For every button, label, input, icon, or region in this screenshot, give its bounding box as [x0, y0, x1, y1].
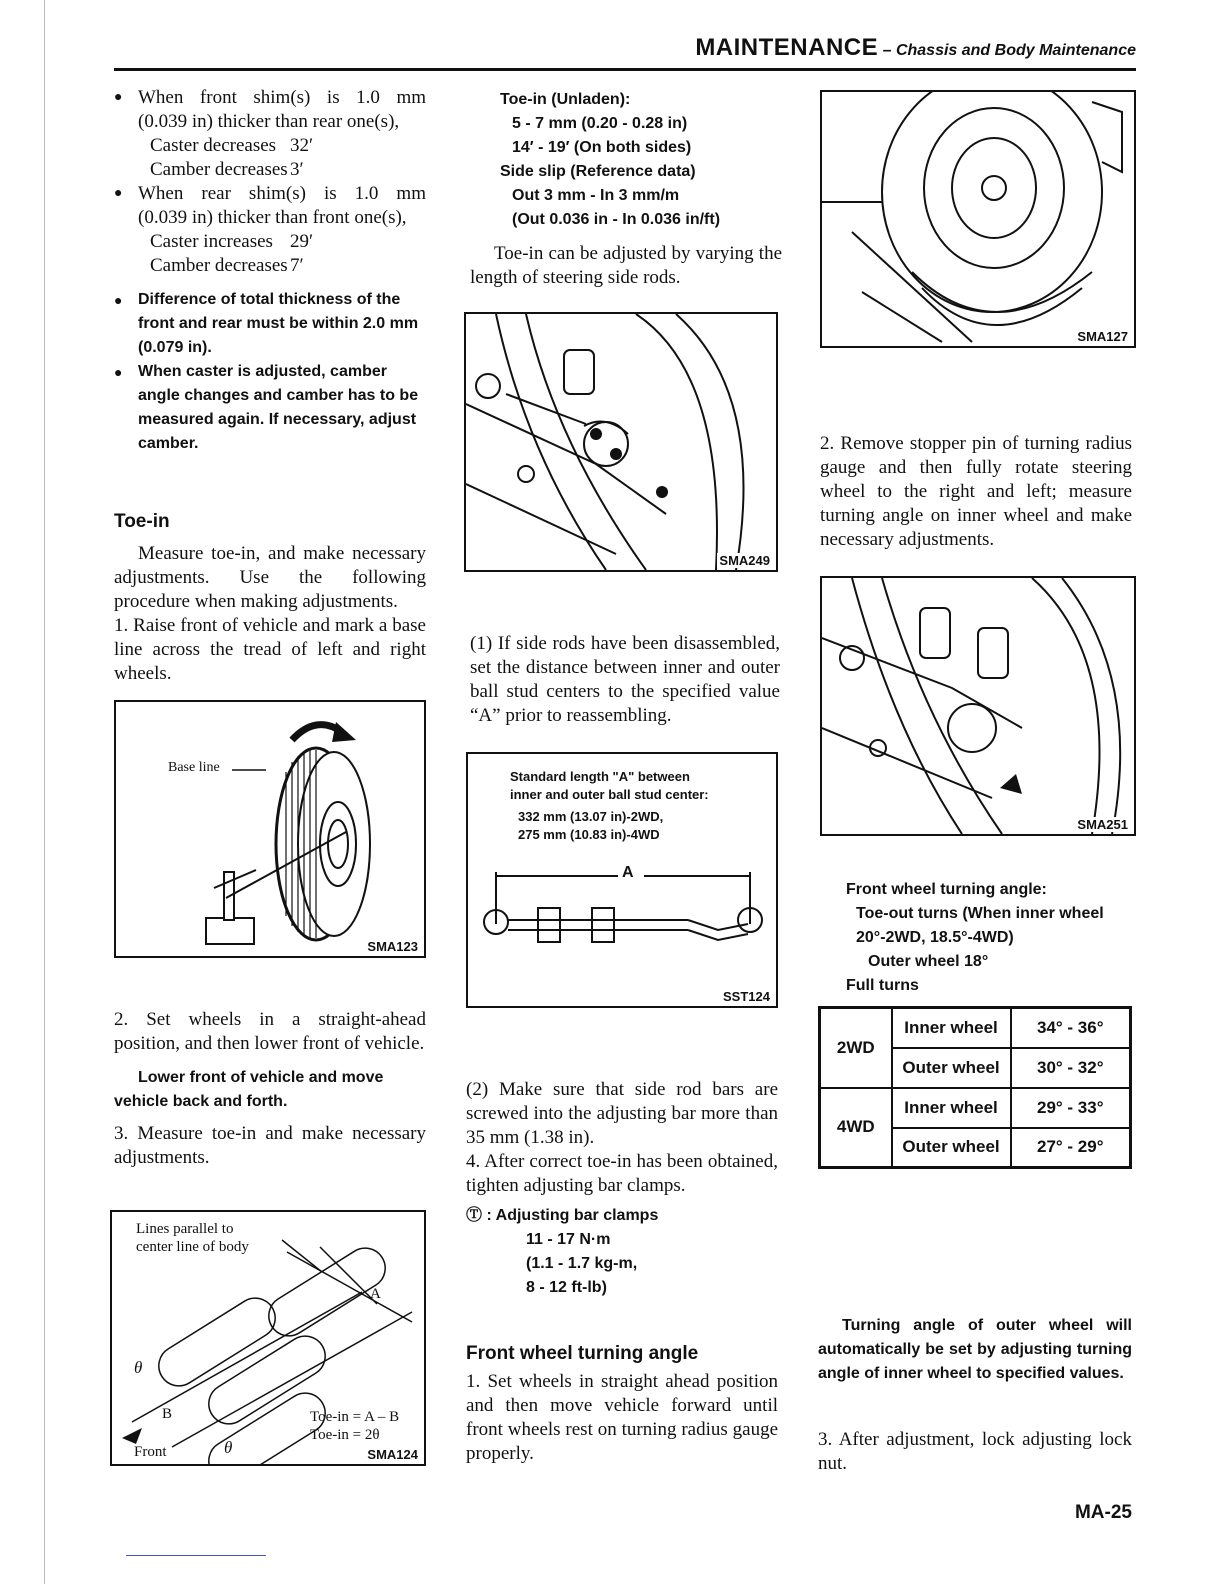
toein-sub-2: (2) Make sure that side rod bars are screwed into the adjusting bar more than 35 mm (1.38 in). [466, 1079, 778, 1148]
toein-step-2: 2. Set wheels in a straight-ahead position, and then lower front of vehicle. [114, 1009, 426, 1054]
angle-cell: 30° - 32° [1011, 1048, 1131, 1088]
caster-label: Caster decreases [150, 135, 277, 156]
torque-title: : Adjusting bar clamps [486, 1207, 659, 1224]
equation: Toe-in = A – B [310, 1409, 400, 1425]
spec-line: Out 3 mm - In 3 mm/m [512, 187, 680, 204]
binding-edge-line [44, 0, 45, 1584]
bullet-text: (0.039 in) thicker than rear one(s), [138, 111, 400, 132]
spec-line: 275 mm (10.83 in)-4WD [518, 827, 660, 842]
figure-sma124 [110, 1210, 426, 1466]
figure-sma249 [464, 312, 778, 572]
footer-link-line [126, 1555, 266, 1556]
toein-step-4: 4. After correct toe-in has been obtained, tighten adjusting bar clamps. [466, 1151, 778, 1196]
toein-spec [500, 88, 790, 232]
toein-step-3: 3. Measure toe-in and make necessary adjustments. [114, 1123, 426, 1168]
label-a: A [370, 1286, 381, 1302]
header-section: MAINTENANCE [695, 34, 879, 61]
table-row [820, 1088, 1131, 1128]
bullet-rear-shim [114, 182, 426, 278]
tire-baseline-illustration [116, 702, 424, 956]
torque-value: 8 - 12 ft-lb) [526, 1279, 607, 1296]
figure-label: SMA123 [367, 939, 418, 954]
bullet-text: When caster is adjusted, camber angle changes and camber has to be measured again. If necessary, adjust camber. [138, 363, 419, 452]
header-rule [114, 68, 1136, 71]
bullet-front-shim [114, 86, 426, 182]
figure-label: SMA251 [1077, 817, 1128, 832]
spec-line: Side slip (Reference data) [500, 163, 696, 180]
figure-sst124 [466, 752, 778, 1008]
torque-value: (1.1 - 1.7 kg-m, [526, 1255, 638, 1272]
spec-line: 20°-2WD, 18.5°-4WD) [856, 929, 1014, 946]
bullet-thickness [114, 288, 426, 360]
bullet-caster-adjusted [114, 360, 426, 456]
figure-label: SMA124 [367, 1447, 418, 1462]
toein-sub-1: (1) If side rods have been disassembled, set the distance between inner and outer ball stud centers to the specified value “A” prior to reassembling. [470, 633, 780, 726]
caster-label: Caster increases [150, 231, 273, 252]
figure-sma251 [820, 576, 1136, 836]
toein-intro: Measure toe-in, and make necessary adjustments. Use the following procedure when making adjustments. [114, 543, 426, 612]
wheel-cell: Outer wheel [892, 1048, 1011, 1088]
label-line: Lines parallel to [136, 1221, 234, 1237]
toein-heading: Toe-in [114, 511, 170, 532]
figure-sma127 [820, 90, 1136, 348]
header-subsection: Chassis and Body Maintenance [895, 42, 1136, 59]
page-number: MA-25 [1074, 1502, 1132, 1523]
length-a-label: A [622, 864, 634, 881]
front-label: Front [134, 1444, 167, 1460]
spec-line: Outer wheel 18° [868, 953, 989, 970]
caster-row [138, 230, 426, 254]
spec-line: Toe-out turns (When inner wheel [856, 905, 1104, 922]
turning-angle-step-1: 1. Set wheels in straight ahead position and then move vehicle forward until front wheels rest on turning radius gauge properly. [466, 1371, 778, 1464]
bullet-text: ● When front shim(s) is 1.0 mm [138, 87, 426, 108]
figure-label: SMA249 [719, 553, 770, 568]
column-1 [114, 86, 426, 686]
spec-line: 5 - 7 mm (0.20 - 0.28 in) [512, 115, 688, 132]
label-theta-1: θ [134, 1358, 143, 1377]
wheel-cell: Inner wheel [892, 1008, 1011, 1048]
caster-row [138, 134, 426, 158]
spec-line: Standard length "A" between [510, 769, 690, 784]
angle-cell: 34° - 36° [1011, 1008, 1131, 1048]
camber-label: Camber decreases [150, 255, 288, 276]
turning-angle-heading: Front wheel turning angle [466, 1343, 699, 1364]
spec-line: (Out 0.036 in - In 0.036 in/ft) [512, 211, 721, 228]
spec-line: inner and outer ball stud center: [510, 787, 709, 802]
camber-value: 7′ [290, 255, 304, 276]
bullet-text: (0.039 in) thicker than front one(s), [138, 207, 407, 228]
spec-title: Front wheel turning angle: [846, 881, 1047, 898]
spec-title: Toe-in (Unladen): [500, 91, 631, 108]
group-cell: 4WD [820, 1088, 892, 1168]
torque-icon: Ⓣ [466, 1207, 483, 1224]
group-cell: 2WD [820, 1008, 892, 1088]
turning-radius-gauge-illustration [822, 92, 1134, 346]
camber-row [138, 254, 426, 278]
toein-step-2-note: Lower front of vehicle and move vehicle back and forth. [114, 1069, 384, 1110]
angle-cell: 27° - 29° [1011, 1128, 1131, 1168]
label-b: B [162, 1406, 173, 1422]
stopper-bolt-illustration [822, 578, 1134, 834]
toein-step-1: 1. Raise front of vehicle and mark a base line across the tread of left and right wheels. [114, 615, 426, 684]
spec-line: 14′ - 19′ (On both sides) [512, 139, 692, 156]
page-header [695, 34, 1136, 62]
table-row [820, 1008, 1131, 1048]
bullet-text: Difference of total thickness of the front and rear must be within 2.0 mm (0.079 in). [138, 291, 419, 356]
lines-parallel-label [136, 1220, 249, 1256]
torque-spec [466, 1204, 778, 1300]
column-1-lower [114, 1008, 426, 1170]
angle-cell: 29° - 33° [1011, 1088, 1131, 1128]
base-line-label: Base line [168, 760, 220, 775]
caster-value: 29′ [290, 231, 314, 252]
figure-sma123 [114, 700, 426, 958]
turning-angle-step-3: 3. After adjustment, lock adjusting lock nut. [818, 1429, 1132, 1474]
steering-linkage-illustration [466, 314, 776, 570]
toein-equations [310, 1408, 399, 1444]
column-2-lower [466, 1078, 778, 1466]
figure-label: SST124 [723, 989, 770, 1004]
camber-row [138, 158, 426, 182]
side-rod-spec [510, 768, 709, 844]
header-dash: – [878, 42, 896, 59]
label-theta-2: θ [224, 1438, 233, 1457]
label-line: center line of body [136, 1239, 249, 1255]
spec-line: Full turns [846, 977, 919, 994]
toein-adjust-text: Toe-in can be adjusted by varying the length of steering side rods. [470, 243, 782, 288]
wheel-cell: Inner wheel [892, 1088, 1011, 1128]
turning-angle-step-2: 2. Remove stopper pin of turning radius gauge and then fully rotate steering wheel to the right and left; measure turning angle on inner wheel and make necessary adjustments. [820, 433, 1132, 550]
wheel-cell: Outer wheel [892, 1128, 1011, 1168]
torque-value: 11 - 17 N·m [526, 1231, 611, 1248]
caster-value: 32′ [290, 135, 314, 156]
spec-line: 332 mm (13.07 in)-2WD, [518, 809, 664, 824]
turning-angle-spec [846, 878, 1136, 998]
bullet-text: ● When rear shim(s) is 1.0 mm [138, 183, 426, 204]
camber-value: 3′ [290, 159, 304, 180]
turning-angle-note: Turning angle of outer wheel will automatically be set by adjusting turning angle of inner wheel to specified values. [818, 1317, 1132, 1382]
camber-label: Camber decreases [150, 159, 288, 180]
equation: Toe-in = 2θ [310, 1427, 380, 1443]
figure-label: SMA127 [1077, 329, 1128, 344]
turning-angle-table [818, 1006, 1132, 1169]
